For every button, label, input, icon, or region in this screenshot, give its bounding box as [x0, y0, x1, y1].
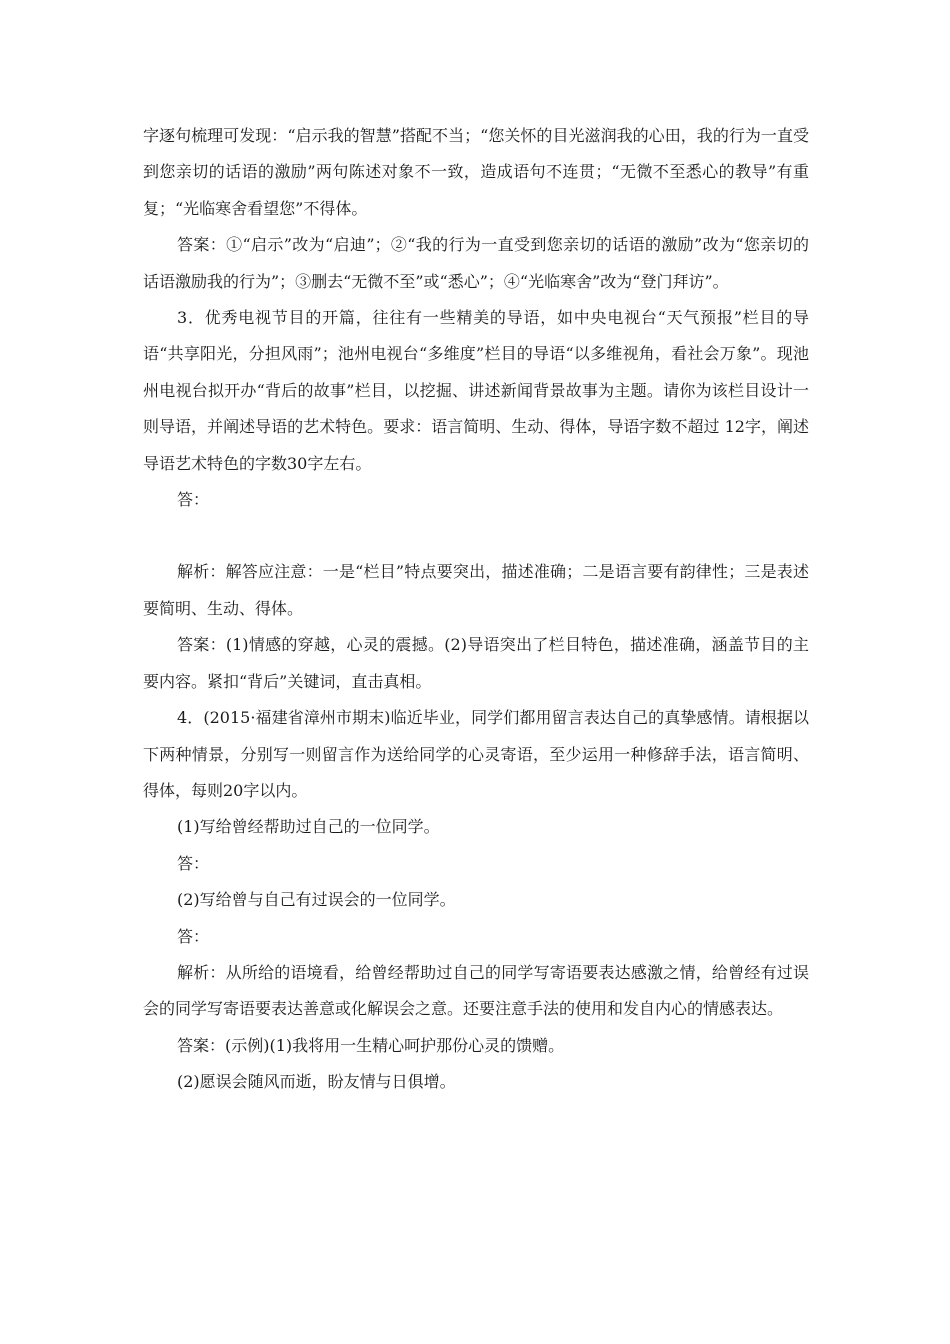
question-4: 4．(2015·福建省漳州市期末)临近毕业，同学们都用留言表达自己的真挚感情。请根据以下两种情景，分别写一则留言作为送给同学的心灵寄语，至少运用一种修辞手法，语言简明、得体，每则20字以内。	[143, 708, 809, 800]
question-4-part-2: (2)写给曾与自己有过误会的一位同学。	[177, 890, 456, 910]
answer-blank-4-2: 答：	[177, 926, 210, 946]
document-page	[143, 118, 809, 1101]
answer-3: 答案：(1)情感的穿越，心灵的震撼。(2)导语突出了栏目特色，描述准确，涵盖节目的主要内容。紧扣“背后”关键词，直击真相。	[143, 635, 809, 691]
answer-4-part-2: (2)愿误会随风而逝，盼友情与日俱增。	[177, 1072, 456, 1092]
answer-blank-3: 答：	[177, 490, 210, 510]
answer-2: 答案：①“启示”改为“启迪”；②“我的行为一直受到您亲切的话语的激励”改为“您亲切的话语激励我的行为”；③删去“无微不至”或“悉心”；④“光临寒舍”改为“登门拜访”。	[143, 235, 809, 291]
analysis-continuation: 字逐句梳理可发现：“启示我的智慧”搭配不当；“您关怀的目光滋润我的心田，我的行为一直受到您亲切的话语的激励”两句陈述对象不一致，造成语句不连贯；“无微不至悉心的教导”有重复；“光临寒舍看望您”不得体。	[143, 126, 809, 218]
question-4-part-1: (1)写给曾经帮助过自己的一位同学。	[177, 817, 440, 837]
answer-4-part-1: 答案：(示例)(1)我将用一生精心呵护那份心灵的馈赠。	[177, 1035, 565, 1055]
question-3: 3．优秀电视节目的开篇，往往有一些精美的导语，如中央电视台“天气预报”栏目的导语“共享阳光，分担风雨”；池州电视台“多维度”栏目的导语“以多维视角，看社会万象”。现池州电视台拟开办“背后的故事”栏目，以挖掘、讲述新闻背景故事为主题。请你为该栏目设计一则导语，并阐述导语的艺术特色。要求：语言简明、生动、得体，导语字数不超过 12字，阐述导语艺术特色的字数30字左右。	[143, 308, 809, 473]
answer-space	[143, 518, 809, 554]
analysis-3: 解析：解答应注意：一是“栏目”特点要突出，描述准确；二是语言要有韵律性；三是表述要简明、生动、得体。	[143, 562, 809, 618]
analysis-4: 解析：从所给的语境看，给曾经帮助过自己的同学写寄语要表达感激之情，给曾经有过误会的同学写寄语要表达善意或化解误会之意。还要注意手法的使用和发自内心的情感表达。	[143, 962, 809, 1019]
answer-blank-4-1: 答：	[177, 853, 210, 873]
